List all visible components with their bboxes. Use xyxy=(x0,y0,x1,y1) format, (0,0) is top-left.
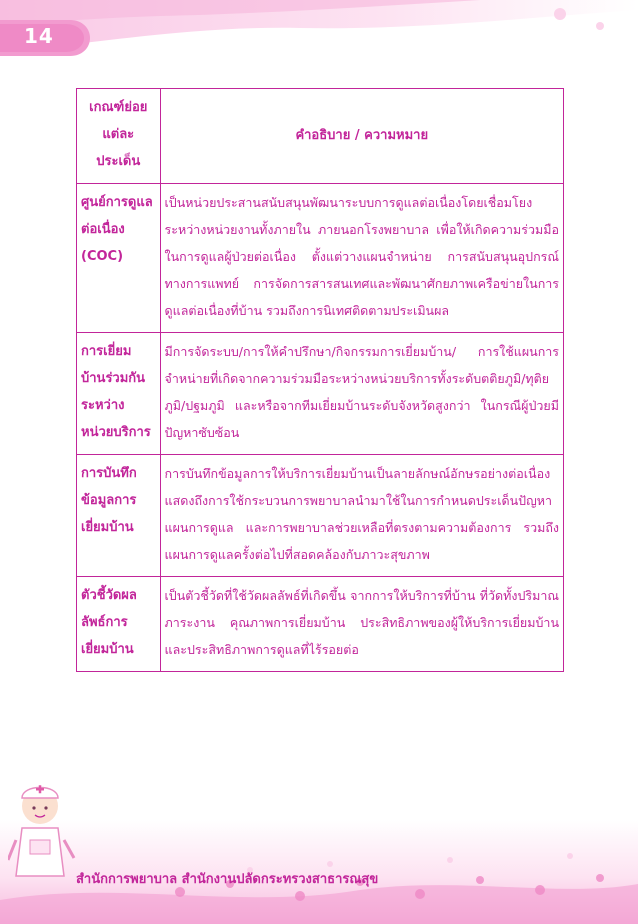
row-term: การเยี่ยมบ้านร่วมกันระหว่างหน่วยบริการ xyxy=(77,333,161,455)
header-description: คำอธิบาย / ความหมาย xyxy=(160,89,563,184)
row-term: ศูนย์การดูแลต่อเนื่อง (COC) xyxy=(77,184,161,333)
table-row xyxy=(77,333,564,455)
row-description: เป็นตัวชี้วัดที่ใช้วัดผลลัพธ์ที่เกิดขึ้น จากการให้บริการที่บ้าน ที่วัดทั้งปริมาณภาระงาน คุณภาพการเยี่ยมบ้าน ประสิทธิภาพของผู้ให้บริการเยี่ยมบ้าน และประสิทธิภาพการดูแลที่ไร้รอยต่อ xyxy=(160,577,563,672)
footer-organization: สำนักการพยาบาล สำนักงานปลัดกระทรวงสาธารณสุข xyxy=(76,872,379,887)
bottom-decorative-band xyxy=(0,760,638,924)
row-description: มีการจัดระบบ/การให้คำปรึกษา/กิจกรรมการเยี่ยมบ้าน/ การใช้แผนการจำหน่ายที่เกิดจากความร่วมมือระหว่างหน่วยบริการทั้งระดับตติยภูมิ/ทุติยภูมิ/ปฐมภูมิ และหรือจากทีมเยี่ยมบ้านระดับจังหวัดสูงกว่า ในกรณีผู้ป่วยมีปัญหาซับซ้อน xyxy=(160,333,563,455)
table-row xyxy=(77,577,564,672)
table-row xyxy=(77,455,564,577)
page-number: 14 xyxy=(24,24,54,48)
row-description: การบันทึกข้อมูลการให้บริการเยี่ยมบ้านเป็นลายลักษณ์อักษรอย่างต่อเนื่อง แสดงถึงการใช้กระบวนการพยาบาลนำมาใช้ในการกำหนดประเด็นปัญหา แผนการดูแล และการพยาบาลช่วยเหลือที่ตรงตามความต้องการ รวมถึงแผนการดูแลครั้งต่อไปที่สอดคล้องกับภาวะสุขภาพ xyxy=(160,455,563,577)
pink-swirl-background xyxy=(0,0,638,80)
table-row xyxy=(77,184,564,333)
row-term: ตัวชี้วัดผลลัพธ์การเยี่ยมบ้าน xyxy=(77,577,161,672)
header-term: เกณฑ์ย่อย แต่ละ ประเด็น xyxy=(77,89,161,184)
nurse-figure-icon xyxy=(8,780,78,890)
criteria-table xyxy=(76,88,564,672)
top-decorative-band xyxy=(0,0,638,80)
flower-meadow-illustration xyxy=(0,760,638,924)
row-term: การบันทึกข้อมูลการเยี่ยมบ้าน xyxy=(77,455,161,577)
table-header-row xyxy=(77,89,564,184)
row-description: เป็นหน่วยประสานสนับสนุนพัฒนาระบบการดูแลต่อเนื่องโดยเชื่อมโยงระหว่างหน่วยงานทั้งภายใน ภายนอกโรงพยาบาล เพื่อให้เกิดความร่วมมือในการดูแลผู้ป่วยต่อเนื่อง ตั้งแต่วางแผนจำหน่าย การสนับสนุนอุปกรณ์ทางการแพทย์ การจัดการสารสนเทศและพัฒนาศักยภาพเครือข่ายในการดูแลต่อเนื่องที่บ้าน รวมถึงการนิเทศติดตามประเมินผล xyxy=(160,184,563,333)
